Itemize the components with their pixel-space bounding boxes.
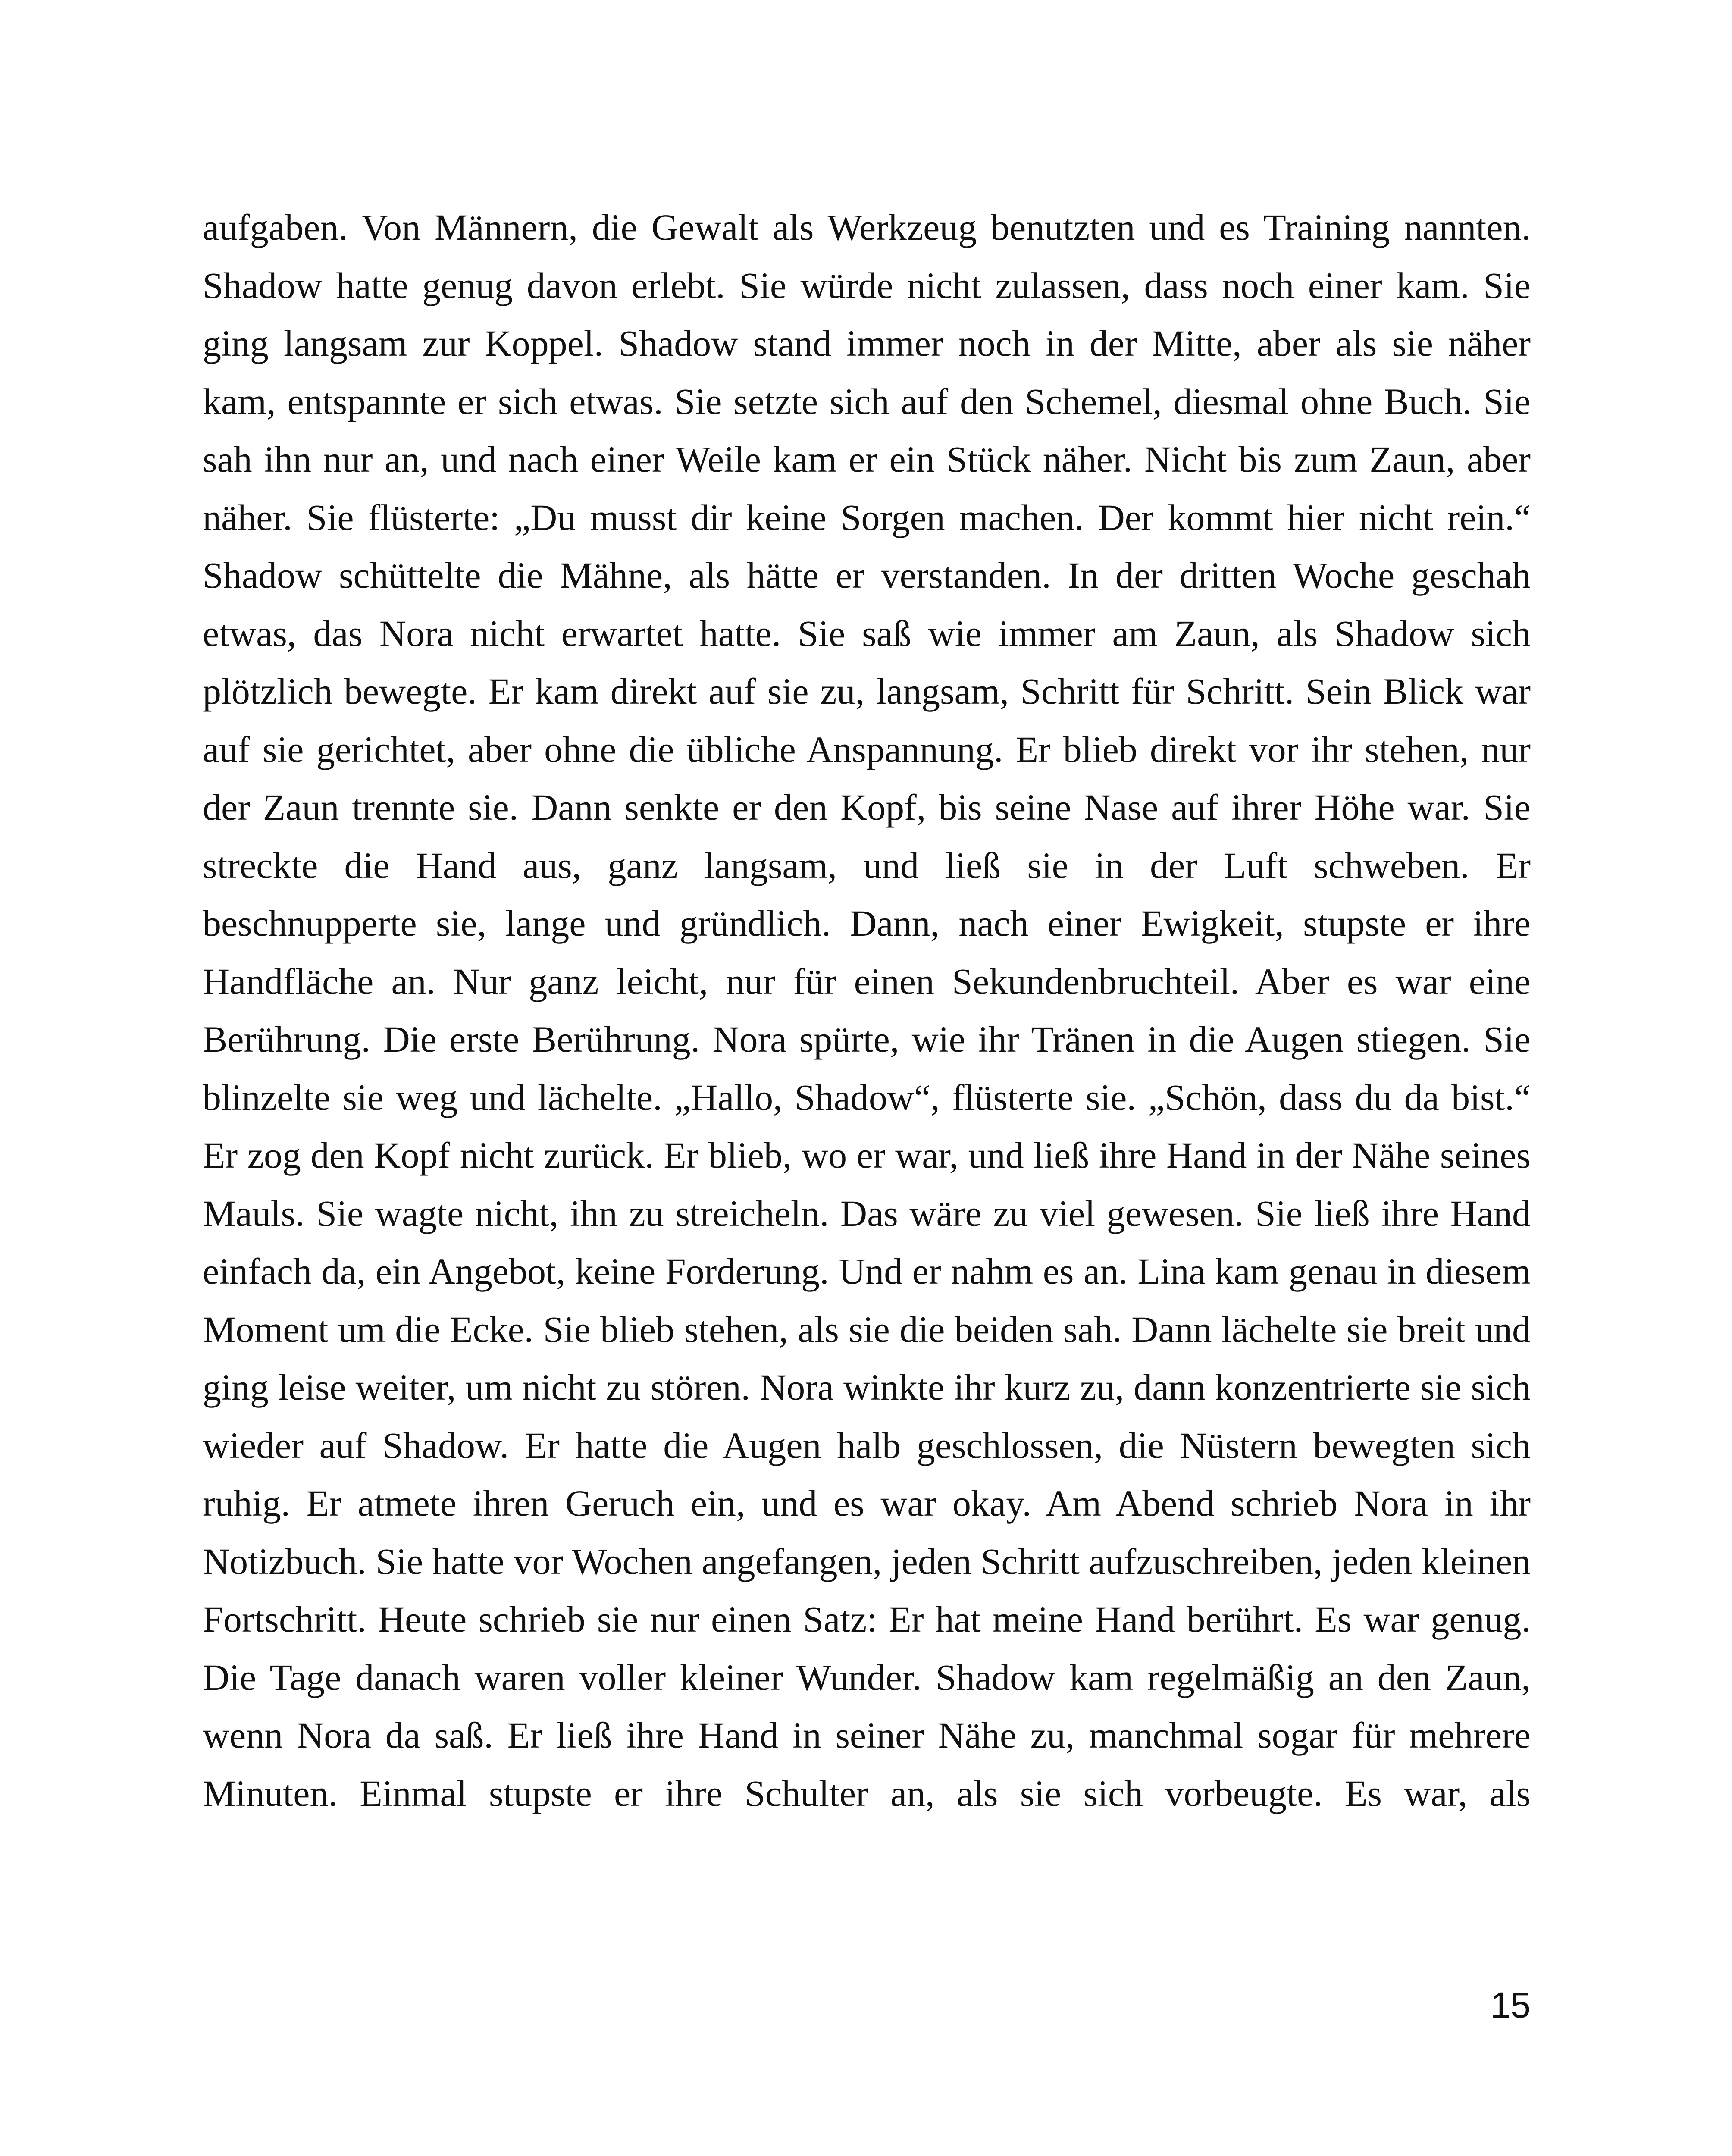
body-paragraph: aufgaben. Von Männern, die Gewalt als Werkzeug benutzten und es Training nannten. Shadow hatte genug davon erlebt. Sie würde nicht zulassen, dass noch einer kam. Sie ging langsam zur Koppel. Shadow stand immer noch in der Mitte, aber als sie näher kam, entspannte er sich etwas. Sie setzte sich auf den Schemel, diesmal ohne Buch. Sie sah ihn nur an, und nach einer Weile kam er ein Stück näher. Nicht bis zum Zaun, aber näher. Sie flüsterte: „Du musst dir keine Sorgen machen. Der kommt hier nicht rein.“ Shadow schüttelte die Mähne, als hätte er verstanden. In der dritten Woche geschah etwas, das Nora nicht erwartet hatte. Sie saß wie immer am Zaun, als Shadow sich plötzlich bewegte. Er kam direkt auf sie zu, langsam, Schritt für Schritt. Sein Blick war auf sie gerichtet, aber ohne die übliche Anspannung. Er blieb direkt vor ihr stehen, nur der Zaun trennte sie. Dann senkte er den Kopf, bis seine Nase auf ihrer Höhe war. Sie streckte die Hand aus, ganz langsam, und ließ sie in der Luft schweben. Er beschnupperte sie, lange und gründlich. Dann, nach einer Ewigkeit, stupste er ihre Handfläche an. Nur ganz leicht, nur für einen Sekundenbruchteil. Aber es war eine Berührung. Die erste Berührung. Nora spürte, wie ihr Tränen in die Augen stiegen. Sie blinzelte sie weg und lächelte. „Hallo, Shadow“, flüsterte sie. „Schön, dass du da bist.“ Er zog den Kopf nicht zurück. Er blieb, wo er war, und ließ ihre Hand in der Nähe seines Mauls. Sie wagte nicht, ihn zu streicheln. Das wäre zu viel gewesen. Sie ließ ihre Hand einfach da, ein Angebot, keine Forderung. Und er nahm es an. Lina kam genau in diesem Moment um die Ecke. Sie blieb stehen, als sie die beiden sah. Dann lächelte sie breit und ging leise weiter, um nicht zu stören. Nora winkte ihr kurz zu, dann konzentrierte sie sich wieder auf Shadow. Er hatte die Augen halb geschlossen, die Nüstern bewegten sich ruhig. Er atmete ihren Geruch ein, und es war okay. Am Abend schrieb Nora in ihr Notizbuch. Sie hatte vor Wochen angefangen, jeden Schritt aufzuschreiben, jeden kleinen Fortschritt. Heute schrieb sie nur einen Satz: Er hat meine Hand berührt. Es war genug. Die Tage danach waren voller kleiner Wunder. Shadow kam regelmäßig an den Zaun, wenn Nora da saß. Er ließ ihre Hand in seiner Nähe zu, manchmal sogar für mehrere Minuten. Einmal stupste er ihre Schulter an, als sie sich vorbeugte. Es war, als bbox=[203, 207, 1531, 1814]
page-number: 15 bbox=[1490, 1985, 1531, 2025]
